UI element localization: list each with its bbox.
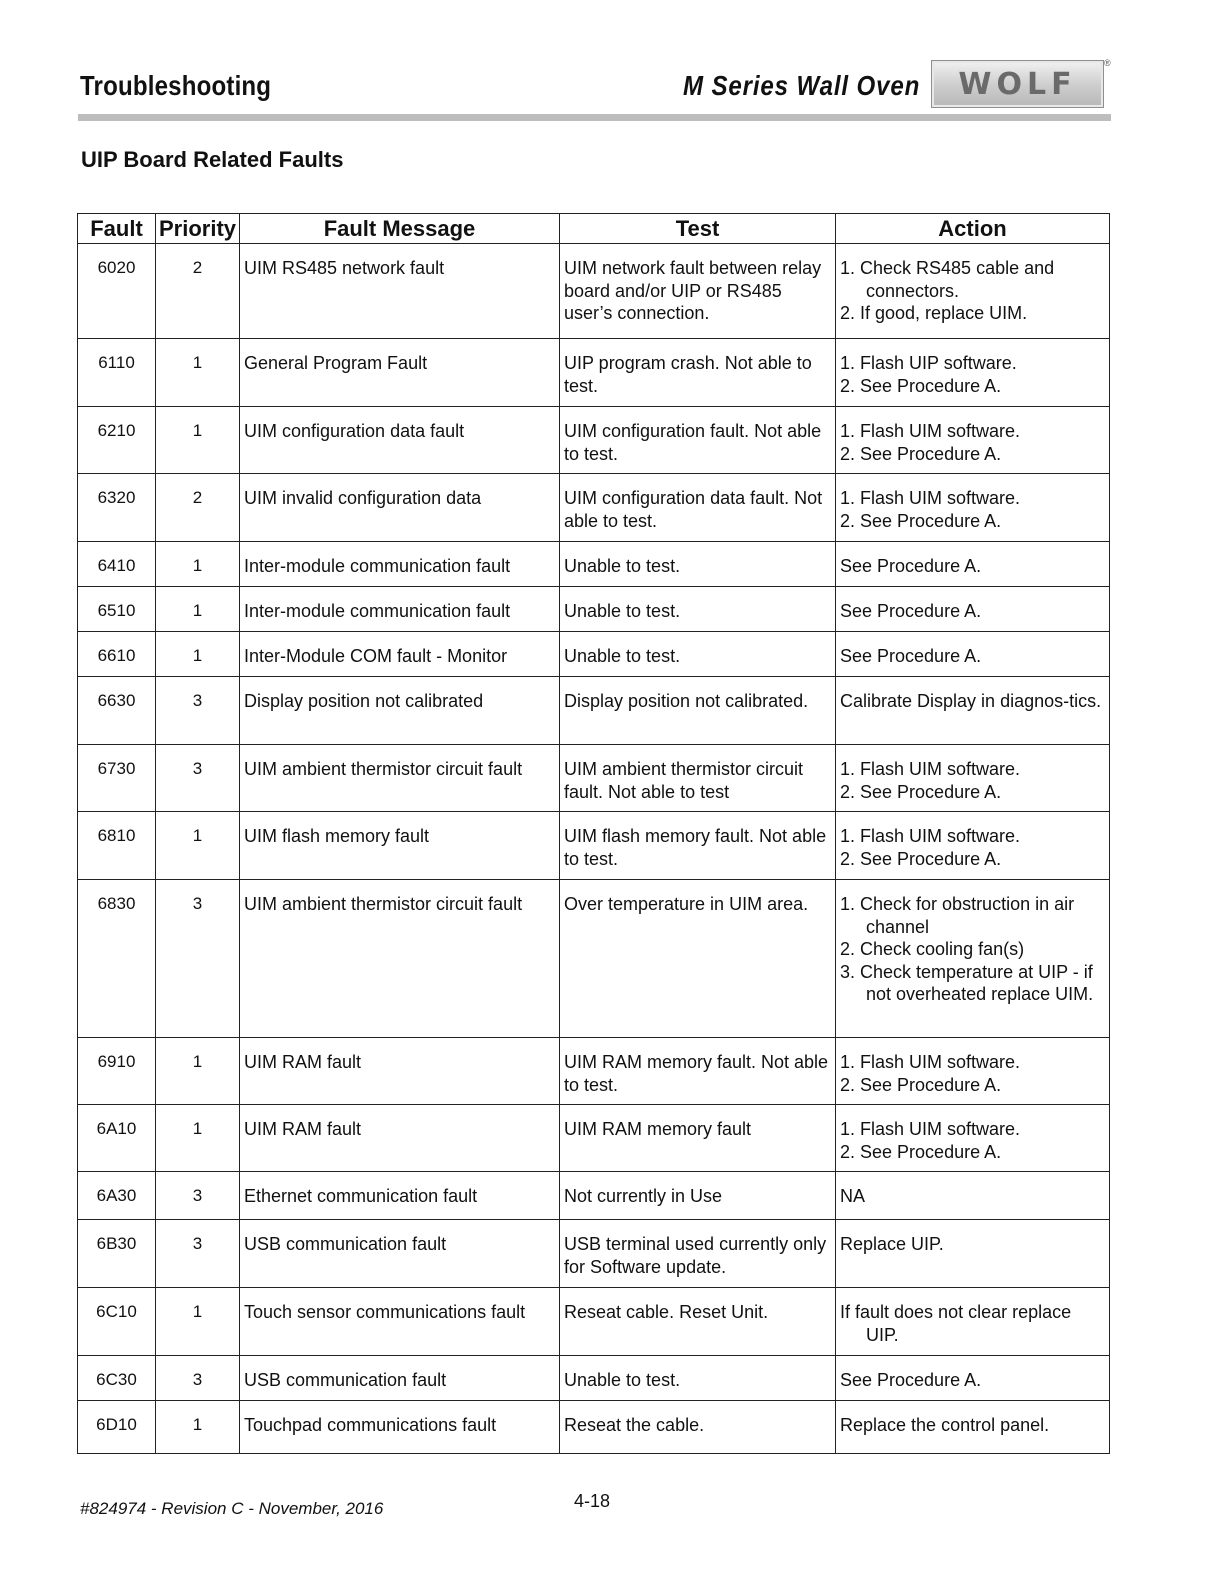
action-step: 2. See Procedure A. <box>840 848 1002 869</box>
table-row <box>78 244 1110 339</box>
table-row <box>78 677 1110 745</box>
registered-mark: ® <box>1104 58 1111 68</box>
action-list <box>840 893 1105 1006</box>
fault-code: 6630 <box>78 677 156 745</box>
priority-value: 3 <box>156 1356 240 1401</box>
priority-value: 1 <box>156 1288 240 1356</box>
fault-code: 6910 <box>78 1038 156 1105</box>
fault-message: Ethernet communication fault <box>240 1172 560 1220</box>
action-step: 1. Flash UIM software. <box>840 1052 1021 1072</box>
action-list <box>840 555 1105 578</box>
action-cell <box>836 1220 1110 1288</box>
test-description: Reseat the cable. <box>560 1400 836 1453</box>
action-step: Replace UIP. <box>840 1234 944 1254</box>
table-row <box>78 542 1110 587</box>
fault-message: UIM invalid configuration data <box>240 474 560 542</box>
action-step: See Procedure A. <box>840 601 982 621</box>
action-step: 2. See Procedure A. <box>840 375 1002 396</box>
action-list <box>840 420 1105 465</box>
table-row <box>78 812 1110 880</box>
table-row <box>78 632 1110 677</box>
fault-code: 6020 <box>78 244 156 339</box>
priority-value: 3 <box>156 1220 240 1288</box>
action-step: See Procedure A. <box>840 556 982 576</box>
fault-code: 6B30 <box>78 1220 156 1288</box>
table-row <box>78 1356 1110 1401</box>
priority-value: 2 <box>156 244 240 339</box>
table-row <box>78 339 1110 407</box>
action-step: 2. See Procedure A. <box>840 781 1002 802</box>
action-list <box>840 600 1105 623</box>
action-cell <box>836 1400 1110 1453</box>
action-list <box>840 1233 1105 1256</box>
priority-value: 3 <box>156 745 240 812</box>
fault-message: Touchpad communications fault <box>240 1400 560 1453</box>
header-rule <box>78 114 1111 121</box>
action-list <box>840 487 1105 532</box>
fault-message: UIM ambient thermistor circuit fault <box>240 880 560 1038</box>
priority-value: 1 <box>156 812 240 880</box>
action-step: 2. See Procedure A. <box>840 443 1002 464</box>
action-cell <box>836 1172 1110 1220</box>
action-step: 2. See Procedure A. <box>840 510 1002 531</box>
test-description: UIP program crash. Not able to test. <box>560 339 836 407</box>
table-header-row <box>78 214 1110 244</box>
logo-text: WOLF <box>958 67 1077 102</box>
fault-message: UIM configuration data fault <box>240 407 560 474</box>
action-step: If fault does not clear replace UIP. <box>840 1302 1072 1345</box>
table-row <box>78 1288 1110 1356</box>
action-step: 1. Check for obstruction in air channel <box>840 894 1075 937</box>
test-description: Unable to test. <box>560 587 836 632</box>
fault-message: UIM ambient thermistor circuit fault <box>240 745 560 812</box>
action-cell <box>836 632 1110 677</box>
test-description: USB terminal used currently only for Software update. <box>560 1220 836 1288</box>
fault-code: 6830 <box>78 880 156 1038</box>
col-header-action: Action <box>836 214 1110 244</box>
fault-code: 6A30 <box>78 1172 156 1220</box>
page-number: 4-18 <box>574 1491 611 1511</box>
table-row <box>78 587 1110 632</box>
fault-code: 6210 <box>78 407 156 474</box>
action-cell <box>836 1105 1110 1172</box>
action-list <box>840 1118 1105 1163</box>
action-cell <box>836 880 1110 1038</box>
action-step: NA <box>840 1186 866 1206</box>
action-step: 1. Flash UIM software. <box>840 1119 1021 1139</box>
fault-code: 6110 <box>78 339 156 407</box>
priority-value: 1 <box>156 632 240 677</box>
action-step: See Procedure A. <box>840 646 982 666</box>
fault-code: 6320 <box>78 474 156 542</box>
action-step: 1. Flash UIP software. <box>840 353 1017 373</box>
product-heading: M Series Wall Oven <box>683 70 921 101</box>
col-header-priority: Priority <box>156 214 240 244</box>
action-list <box>840 1414 1105 1437</box>
fault-message: UIM RAM fault <box>240 1038 560 1105</box>
priority-value: 1 <box>156 587 240 632</box>
table-row <box>78 1172 1110 1220</box>
fault-code: 6730 <box>78 745 156 812</box>
action-step: Replace the control panel. <box>840 1414 1050 1435</box>
col-header-test: Test <box>560 214 836 244</box>
test-description: UIM ambient thermistor circuit fault. Not able to test <box>560 745 836 812</box>
fault-code: 6A10 <box>78 1105 156 1172</box>
test-description: UIM network fault between relay board and/or UIP or RS485 user’s connection. <box>560 244 836 339</box>
action-list <box>840 1185 1105 1208</box>
table-row <box>78 1400 1110 1453</box>
action-list <box>840 758 1105 803</box>
action-cell <box>836 407 1110 474</box>
fault-code: 6510 <box>78 587 156 632</box>
priority-value: 1 <box>156 1105 240 1172</box>
test-description: Not currently in Use <box>560 1172 836 1220</box>
fault-message: UIM RAM fault <box>240 1105 560 1172</box>
section-heading: Troubleshooting <box>80 70 272 101</box>
action-cell <box>836 745 1110 812</box>
priority-value: 3 <box>156 677 240 745</box>
action-step: 1. Flash UIM software. <box>840 488 1021 508</box>
revision-footer: #824974 - Revision C - November, 2016 <box>80 1499 384 1518</box>
action-cell <box>836 812 1110 880</box>
table-row <box>78 474 1110 542</box>
fault-message: General Program Fault <box>240 339 560 407</box>
action-list <box>840 257 1105 325</box>
priority-value: 1 <box>156 407 240 474</box>
col-header-fault-message: Fault Message <box>240 214 560 244</box>
wolf-logo <box>931 60 1104 108</box>
fault-code: 6610 <box>78 632 156 677</box>
fault-message: Inter-module communication fault <box>240 587 560 632</box>
table-row <box>78 880 1110 1038</box>
priority-value: 1 <box>156 542 240 587</box>
action-list <box>840 690 1105 713</box>
action-step: 1. Flash UIM software. <box>840 421 1021 441</box>
action-list <box>840 1301 1105 1346</box>
action-step: 1. Check RS485 cable and connectors. <box>840 258 1055 301</box>
action-cell <box>836 1356 1110 1401</box>
fault-code: 6C30 <box>78 1356 156 1401</box>
action-step: 1. Flash UIM software. <box>840 759 1021 779</box>
test-description: Unable to test. <box>560 542 836 587</box>
fault-message: USB communication fault <box>240 1356 560 1401</box>
priority-value: 1 <box>156 339 240 407</box>
action-list <box>840 825 1105 870</box>
action-step: Calibrate Display in diagnos-tics. <box>840 691 1102 711</box>
action-cell <box>836 339 1110 407</box>
action-step: See Procedure A. <box>840 1370 982 1390</box>
action-list <box>840 645 1105 668</box>
table-row <box>78 1220 1110 1288</box>
fault-code: 6410 <box>78 542 156 587</box>
page-title: UIP Board Related Faults <box>81 147 344 172</box>
action-step: 2. If good, replace UIM. <box>840 303 1028 323</box>
fault-message: Inter-Module COM fault - Monitor <box>240 632 560 677</box>
table-row <box>78 1105 1110 1172</box>
action-cell <box>836 1038 1110 1105</box>
fault-message: USB communication fault <box>240 1220 560 1288</box>
priority-value: 1 <box>156 1038 240 1105</box>
test-description: Unable to test. <box>560 632 836 677</box>
test-description: Unable to test. <box>560 1356 836 1401</box>
action-list <box>840 1369 1105 1392</box>
action-list <box>840 1051 1105 1096</box>
action-cell <box>836 587 1110 632</box>
action-cell <box>836 542 1110 587</box>
table-row <box>78 745 1110 812</box>
fault-code: 6810 <box>78 812 156 880</box>
table-row <box>78 407 1110 474</box>
fault-message: Inter-module communication fault <box>240 542 560 587</box>
fault-code: 6D10 <box>78 1400 156 1453</box>
test-description: Display position not calibrated. <box>560 677 836 745</box>
test-description: UIM RAM memory fault <box>560 1105 836 1172</box>
action-step: 2. See Procedure A. <box>840 1074 1002 1095</box>
priority-value: 2 <box>156 474 240 542</box>
action-cell <box>836 474 1110 542</box>
col-header-fault: Fault <box>78 214 156 244</box>
action-step: 3. Check temperature at UIP - if not overheated replace UIM. <box>840 961 1094 1004</box>
action-cell <box>836 244 1110 339</box>
fault-message: Display position not calibrated <box>240 677 560 745</box>
priority-value: 3 <box>156 880 240 1038</box>
test-description: UIM RAM memory fault. Not able to test. <box>560 1038 836 1105</box>
table-row <box>78 1038 1110 1105</box>
action-step: 2. Check cooling fan(s) <box>840 939 1025 959</box>
action-step: 2. See Procedure A. <box>840 1141 1002 1162</box>
fault-message: UIM RS485 network fault <box>240 244 560 339</box>
priority-value: 1 <box>156 1400 240 1453</box>
action-cell <box>836 677 1110 745</box>
test-description: Over temperature in UIM area. <box>560 880 836 1038</box>
fault-message: Touch sensor communications fault <box>240 1288 560 1356</box>
action-cell <box>836 1288 1110 1356</box>
test-description: Reseat cable. Reset Unit. <box>560 1288 836 1356</box>
test-description: UIM configuration data fault. Not able to test. <box>560 474 836 542</box>
test-description: UIM configuration fault. Not able to test. <box>560 407 836 474</box>
test-description: UIM flash memory fault. Not able to test. <box>560 812 836 880</box>
action-list <box>840 352 1105 397</box>
fault-message: UIM flash memory fault <box>240 812 560 880</box>
priority-value: 3 <box>156 1172 240 1220</box>
fault-code: 6C10 <box>78 1288 156 1356</box>
fault-table <box>77 213 1110 1454</box>
action-step: 1. Flash UIM software. <box>840 826 1021 846</box>
